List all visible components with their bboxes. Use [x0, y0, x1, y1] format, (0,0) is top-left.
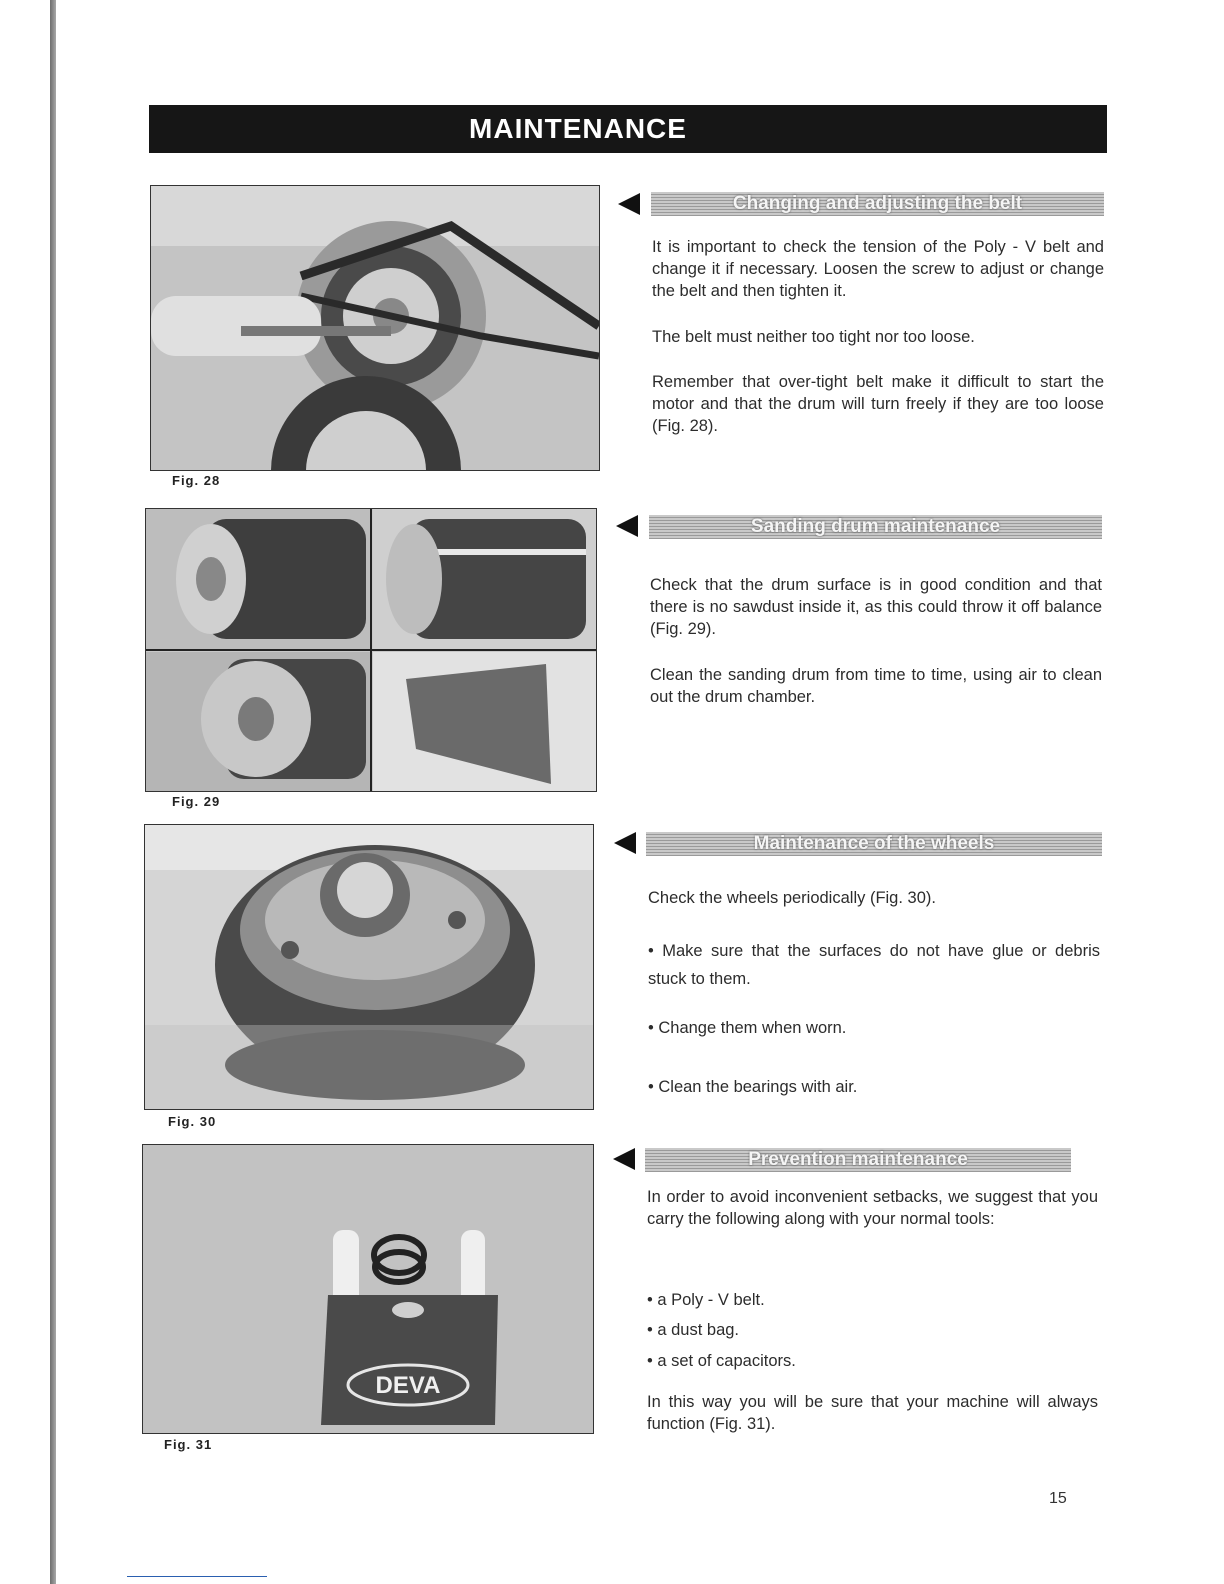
fig-31-label: Fig. 31 — [164, 1437, 213, 1452]
section-4-bullet-3: • a set of capacitors. — [647, 1352, 796, 1370]
fig-31-photo — [142, 1144, 594, 1434]
scan-artifact-line — [127, 1576, 267, 1577]
page-header — [149, 105, 1107, 153]
section-3-intro: Check the wheels periodically (Fig. 30). — [648, 889, 936, 907]
section-4-intro: In order to avoid inconvenient setbacks, we suggest that you carry the following along with your normal tools: — [647, 1188, 1098, 1228]
fig-29-label: Fig. 29 — [172, 794, 221, 809]
section-4-closing: In this way you will be sure that your machine will always function (Fig. 31). — [647, 1393, 1098, 1433]
fig-29-photo — [145, 508, 597, 792]
fig-28-photo — [150, 185, 600, 471]
section-2-arrow-icon — [616, 515, 638, 537]
page-title: MAINTENANCE — [469, 113, 687, 144]
section-3-title: Maintenance of the wheels — [753, 833, 995, 854]
section-3-bullet-2: • Change them when worn. — [648, 1019, 847, 1037]
section-3-bullet-3: • Clean the bearings with air. — [648, 1078, 858, 1096]
section-4-header — [645, 1148, 1071, 1172]
section-2-title: Sanding drum maintenance — [750, 516, 1001, 537]
fig-30-label: Fig. 30 — [168, 1114, 217, 1129]
kit-photo-illustration — [143, 1145, 593, 1433]
section-3-arrow-icon — [614, 832, 636, 854]
wheel-photo-illustration — [145, 825, 593, 1109]
section-4-title: Prevention maintenance — [748, 1149, 968, 1170]
page-number: 15 — [1049, 1490, 1067, 1507]
section-1-arrow-icon — [618, 193, 640, 215]
section-4-bullet-1: • a Poly - V belt. — [647, 1291, 765, 1309]
belt-photo-illustration — [151, 186, 599, 470]
section-2-paragraph-1: Check that the drum surface is in good condition and that there is no sawdust inside it, as this could throw it off balance (Fig. 29). — [650, 576, 1102, 638]
section-3-bullet-1: • Make sure that the surfaces do not have glue or debris stuck to them. — [648, 942, 1100, 988]
section-1-paragraph-2: The belt must neither too tight nor too loose. — [652, 328, 975, 346]
fig-30-photo — [144, 824, 594, 1110]
fig-28-label: Fig. 28 — [172, 473, 221, 488]
section-1-header — [651, 192, 1104, 216]
section-2-paragraph-2: Clean the sanding drum from time to time, using air to clean out the drum chamber. — [650, 666, 1102, 706]
section-4-bullet-2: • a dust bag. — [647, 1321, 740, 1339]
section-1-title: Changing and adjusting the belt — [732, 193, 1023, 214]
section-2-header — [649, 515, 1102, 539]
scan-edge — [50, 0, 56, 1584]
section-4-arrow-icon — [613, 1148, 635, 1170]
drum-photo-grid-illustration — [146, 509, 596, 791]
deva-logo-text: DEVA — [375, 1372, 441, 1399]
section-1-paragraph-1: It is important to check the tension of the Poly - V belt and change it if necessary. Loosen the screw to adjust or change the belt and then tighten it. — [652, 238, 1104, 300]
section-1-paragraph-3: Remember that over-tight belt make it difficult to start the motor and that the drum will turn freely if they are too loose (Fig. 28). — [652, 373, 1104, 435]
section-3-header — [646, 832, 1102, 856]
